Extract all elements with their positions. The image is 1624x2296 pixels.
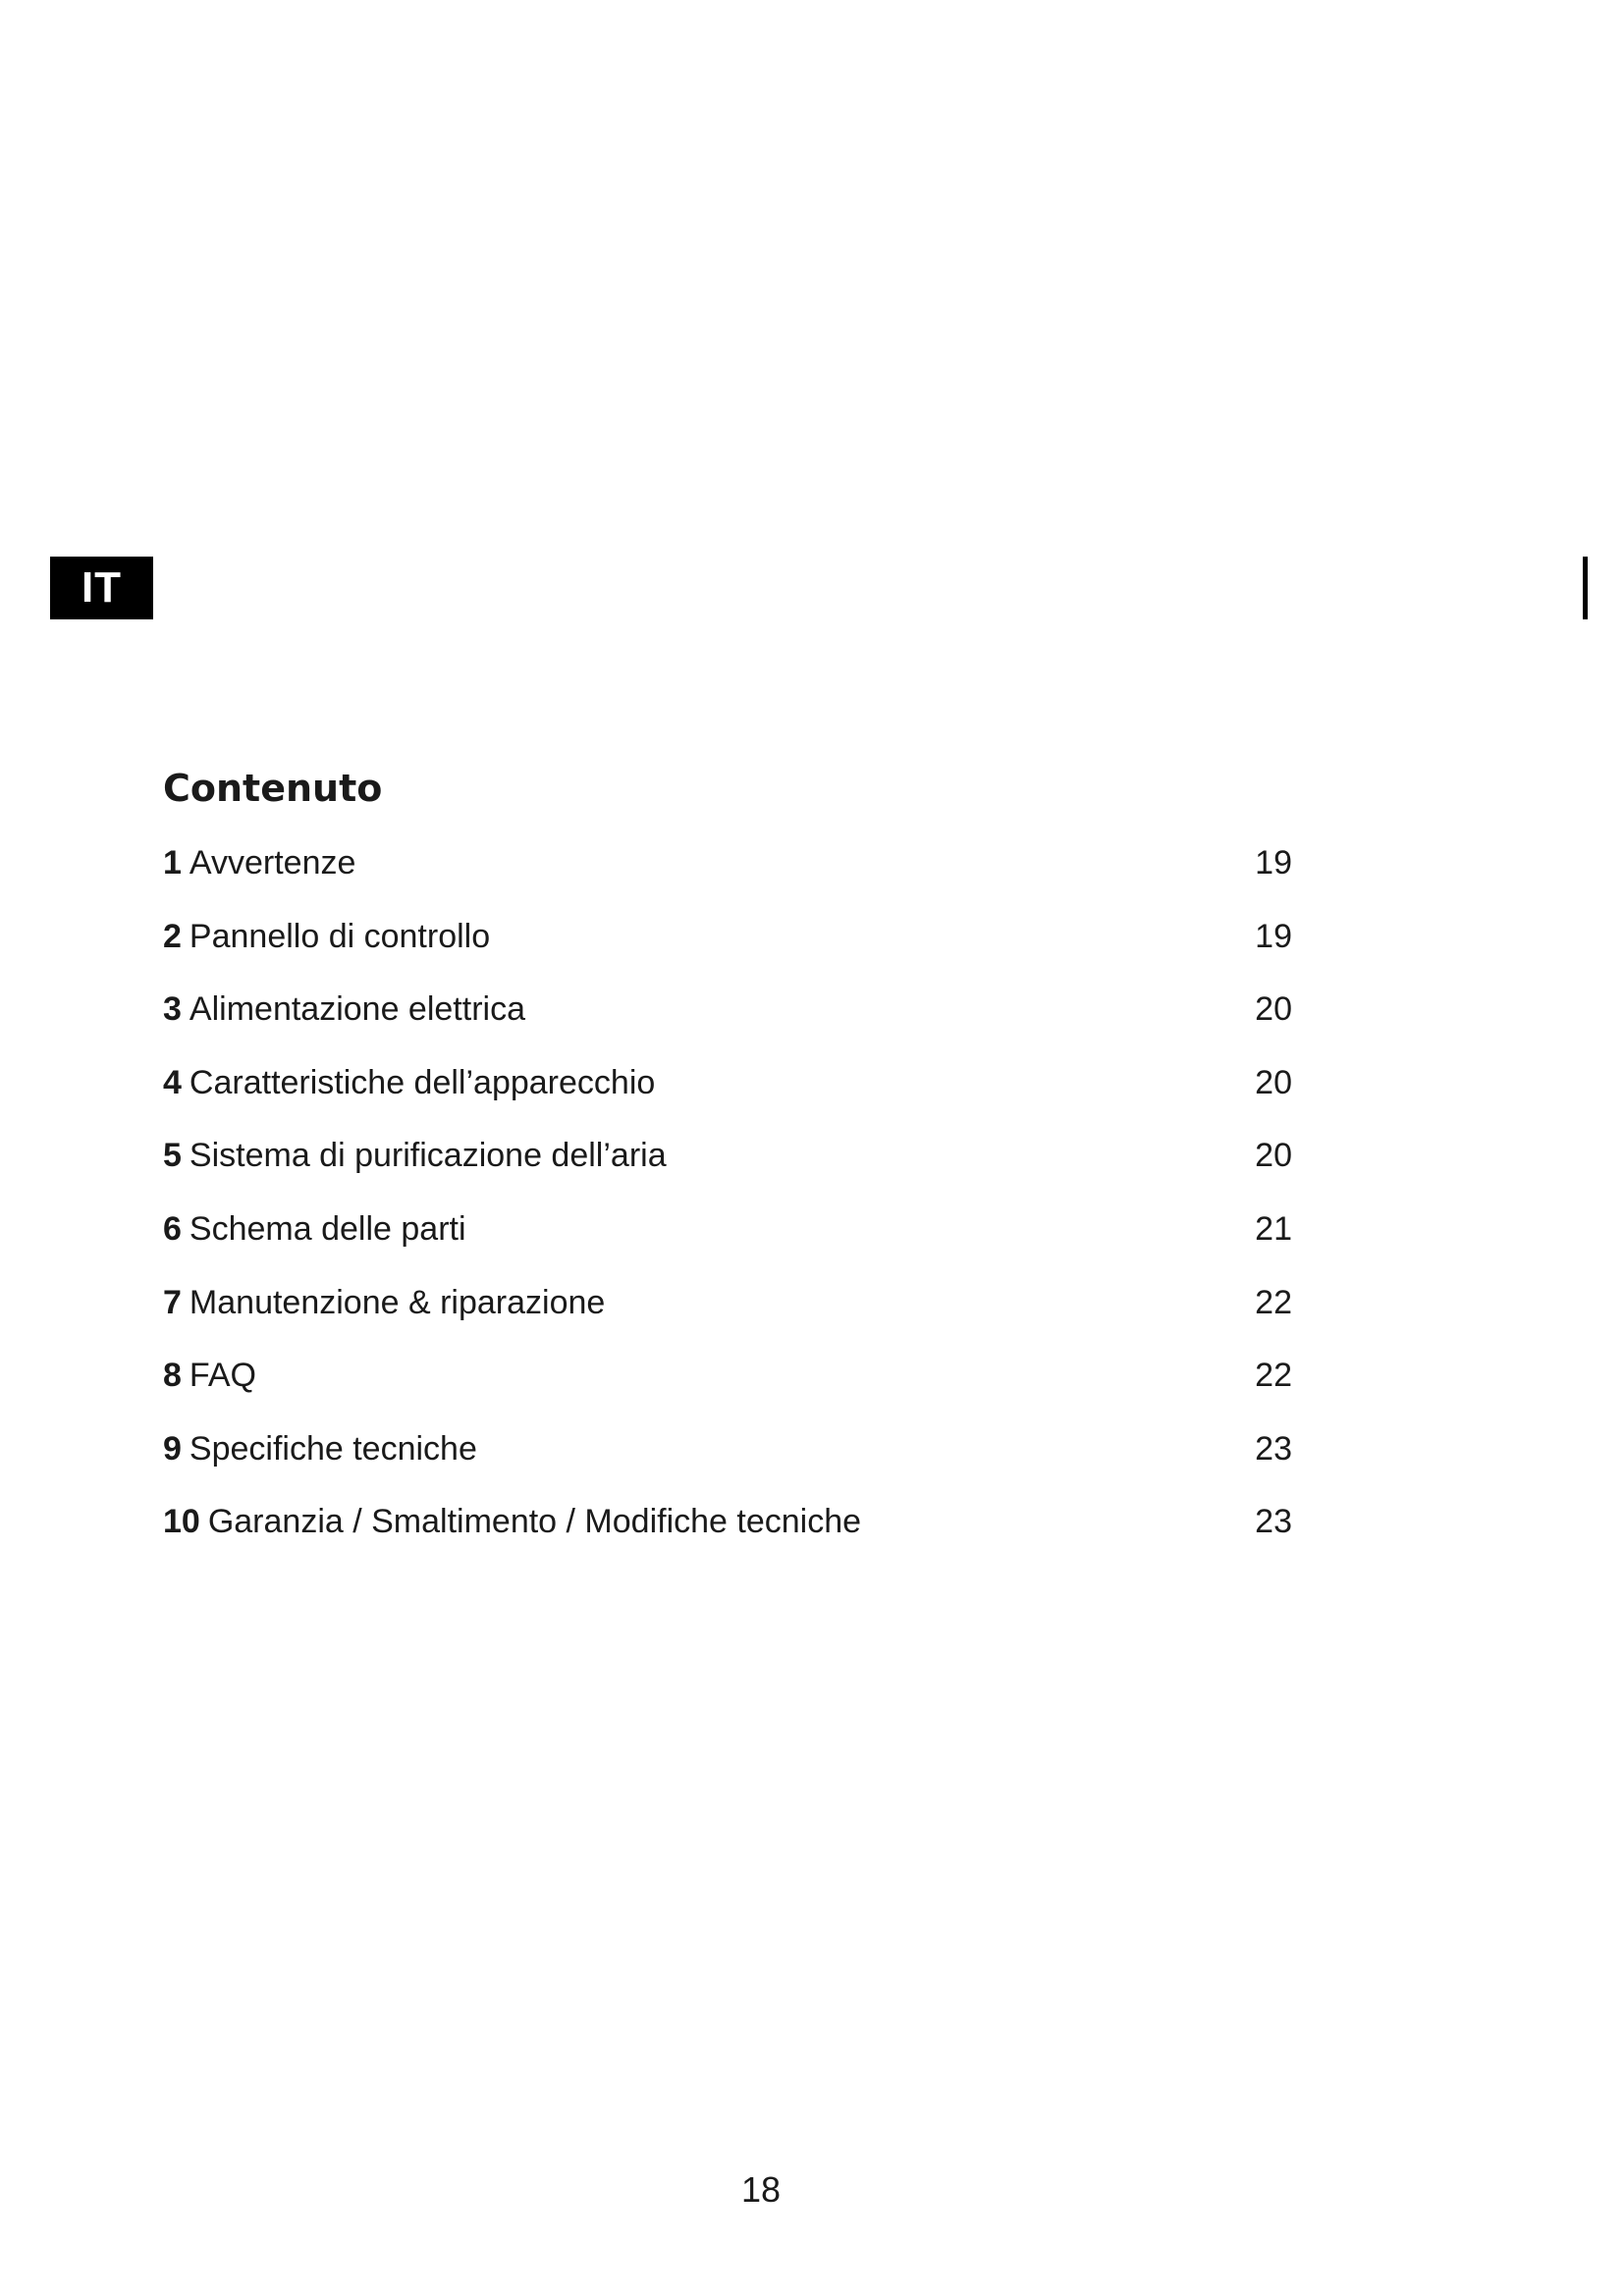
toc-list xyxy=(163,827,1292,1559)
toc-entry-page: 22 xyxy=(1255,1357,1292,1395)
toc-entry-page: 20 xyxy=(1255,1137,1292,1175)
toc-entry-number: 4 xyxy=(163,1063,182,1101)
toc-entry[interactable] xyxy=(163,1339,1292,1413)
toc-entry[interactable] xyxy=(163,827,1292,900)
toc-entry-number: 1 xyxy=(163,844,182,881)
toc-entry-number: 8 xyxy=(163,1357,182,1395)
toc-entry-number: 10 xyxy=(163,1503,200,1541)
toc-entry-page: 20 xyxy=(1255,990,1292,1029)
toc-entry-number: 2 xyxy=(163,917,182,955)
toc-entry[interactable] xyxy=(163,900,1292,974)
toc-entry[interactable] xyxy=(163,1485,1292,1559)
toc-entry-page: 23 xyxy=(1255,1503,1292,1541)
toc-entry-page: 20 xyxy=(1255,1063,1292,1101)
toc-entry[interactable] xyxy=(163,1266,1292,1340)
toc-entry[interactable] xyxy=(163,1046,1292,1120)
toc-entry-label: Manutenzione & riparazione xyxy=(189,1283,606,1321)
toc-entry-number: 5 xyxy=(163,1137,182,1175)
toc-entry-number: 6 xyxy=(163,1209,182,1248)
toc-entry[interactable] xyxy=(163,1119,1292,1193)
page-number: 18 xyxy=(740,2169,782,2210)
toc-entry-label: Alimentazione elettrica xyxy=(189,990,525,1029)
toc-entry-label: Specifiche tecniche xyxy=(189,1429,477,1468)
toc-entry-number: 7 xyxy=(163,1283,182,1321)
toc-entry-label: Garanzia / Smaltimento / Modifiche tecniche xyxy=(207,1503,862,1541)
toc-entry[interactable] xyxy=(163,1193,1292,1266)
toc-entry-label: FAQ xyxy=(189,1357,256,1395)
toc-entry-label: Schema delle parti xyxy=(189,1209,466,1248)
language-tab-badge: IT xyxy=(50,557,153,619)
toc-entry-label: Caratteristiche dell’apparecchio xyxy=(189,1063,656,1101)
toc-entry-page: 19 xyxy=(1255,917,1292,955)
toc-entry-label: Pannello di controllo xyxy=(189,917,491,955)
toc-entry-page: 22 xyxy=(1255,1283,1292,1321)
toc-entry-number: 3 xyxy=(163,990,182,1029)
toc-entry[interactable] xyxy=(163,1413,1292,1486)
toc-entry[interactable] xyxy=(163,973,1292,1046)
page-edge-marker xyxy=(1583,557,1588,619)
toc-entry-label: Avvertenze xyxy=(189,844,356,881)
toc-entry-label: Sistema di purificazione dell’aria xyxy=(189,1137,667,1175)
toc-title: Contenuto xyxy=(163,767,383,810)
toc-entry-page: 21 xyxy=(1255,1209,1292,1248)
toc-entry-number: 9 xyxy=(163,1429,182,1468)
table-of-contents xyxy=(163,764,1292,1559)
toc-entry-page: 23 xyxy=(1255,1429,1292,1468)
toc-entry-page: 19 xyxy=(1255,844,1292,881)
